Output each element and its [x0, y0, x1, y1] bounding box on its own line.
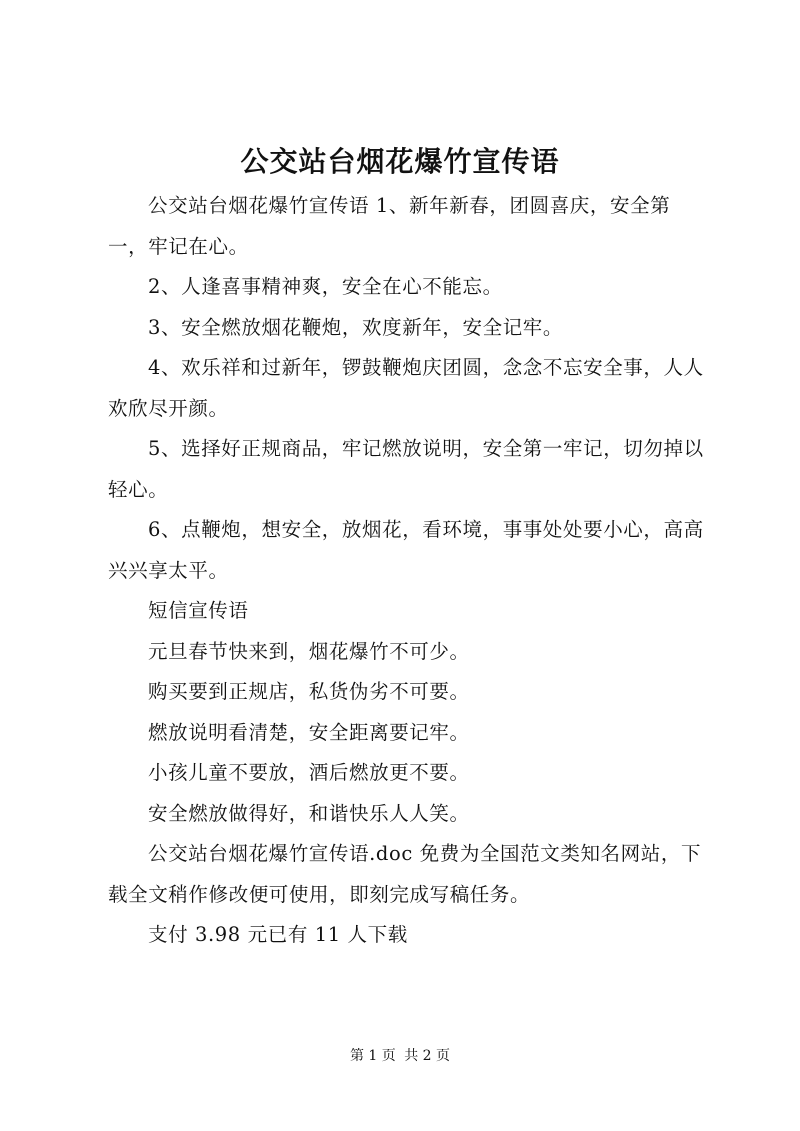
page-total: 共 2 页 — [404, 1048, 451, 1064]
page-number: 第 1 页 — [349, 1048, 396, 1064]
section-heading-sms: 短信宣传语 — [148, 599, 249, 622]
document-body — [108, 186, 708, 956]
paragraph-item-4: 4、欢乐祥和过新年，锣鼓鞭炮庆团圆，念念不忘安全事，人人欢欣尽开颜。 — [108, 356, 704, 420]
paragraph-item-5: 5、选择好正规商品，牢记燃放说明，安全第一牢记，切勿掉以轻心。 — [108, 437, 704, 501]
payment-info: 支付 3.98 元已有 11 人下载 — [148, 923, 408, 946]
sms-line-4: 小孩儿童不要放，酒后燃放更不要。 — [148, 761, 470, 784]
paragraph-item-2: 2、人逢喜事精神爽，安全在心不能忘。 — [148, 275, 503, 298]
sms-line-3: 燃放说明看清楚，安全距离要记牢。 — [148, 720, 470, 744]
paragraph-intro-item-1: 公交站台烟花爆竹宣传语 1、新年新春，团圆喜庆，安全第一，牢记在心。 — [108, 194, 671, 258]
paragraph-item-6: 6、点鞭炮，想安全，放烟花，看环境，事事处处要小心，高高兴兴享太平。 — [108, 518, 704, 582]
sms-line-1: 元旦春节快来到，烟花爆竹不可少。 — [148, 639, 470, 663]
paragraph-item-3: 3、安全燃放烟花鞭炮，欢度新年，安全记牢。 — [148, 315, 564, 339]
download-notice: 公交站台烟花爆竹宣传语.doc 免费为全国范文类知名网站，下载全文稍作修改便可使用，即刻完成写稿任务。 — [108, 842, 702, 906]
page-footer — [0, 1046, 800, 1066]
sms-line-5: 安全燃放做得好，和谐快乐人人笑。 — [148, 801, 470, 825]
sms-line-2: 购买要到正规店，私货伪劣不可要。 — [148, 680, 470, 703]
document-title: 公交站台烟花爆竹宣传语 — [240, 145, 560, 178]
